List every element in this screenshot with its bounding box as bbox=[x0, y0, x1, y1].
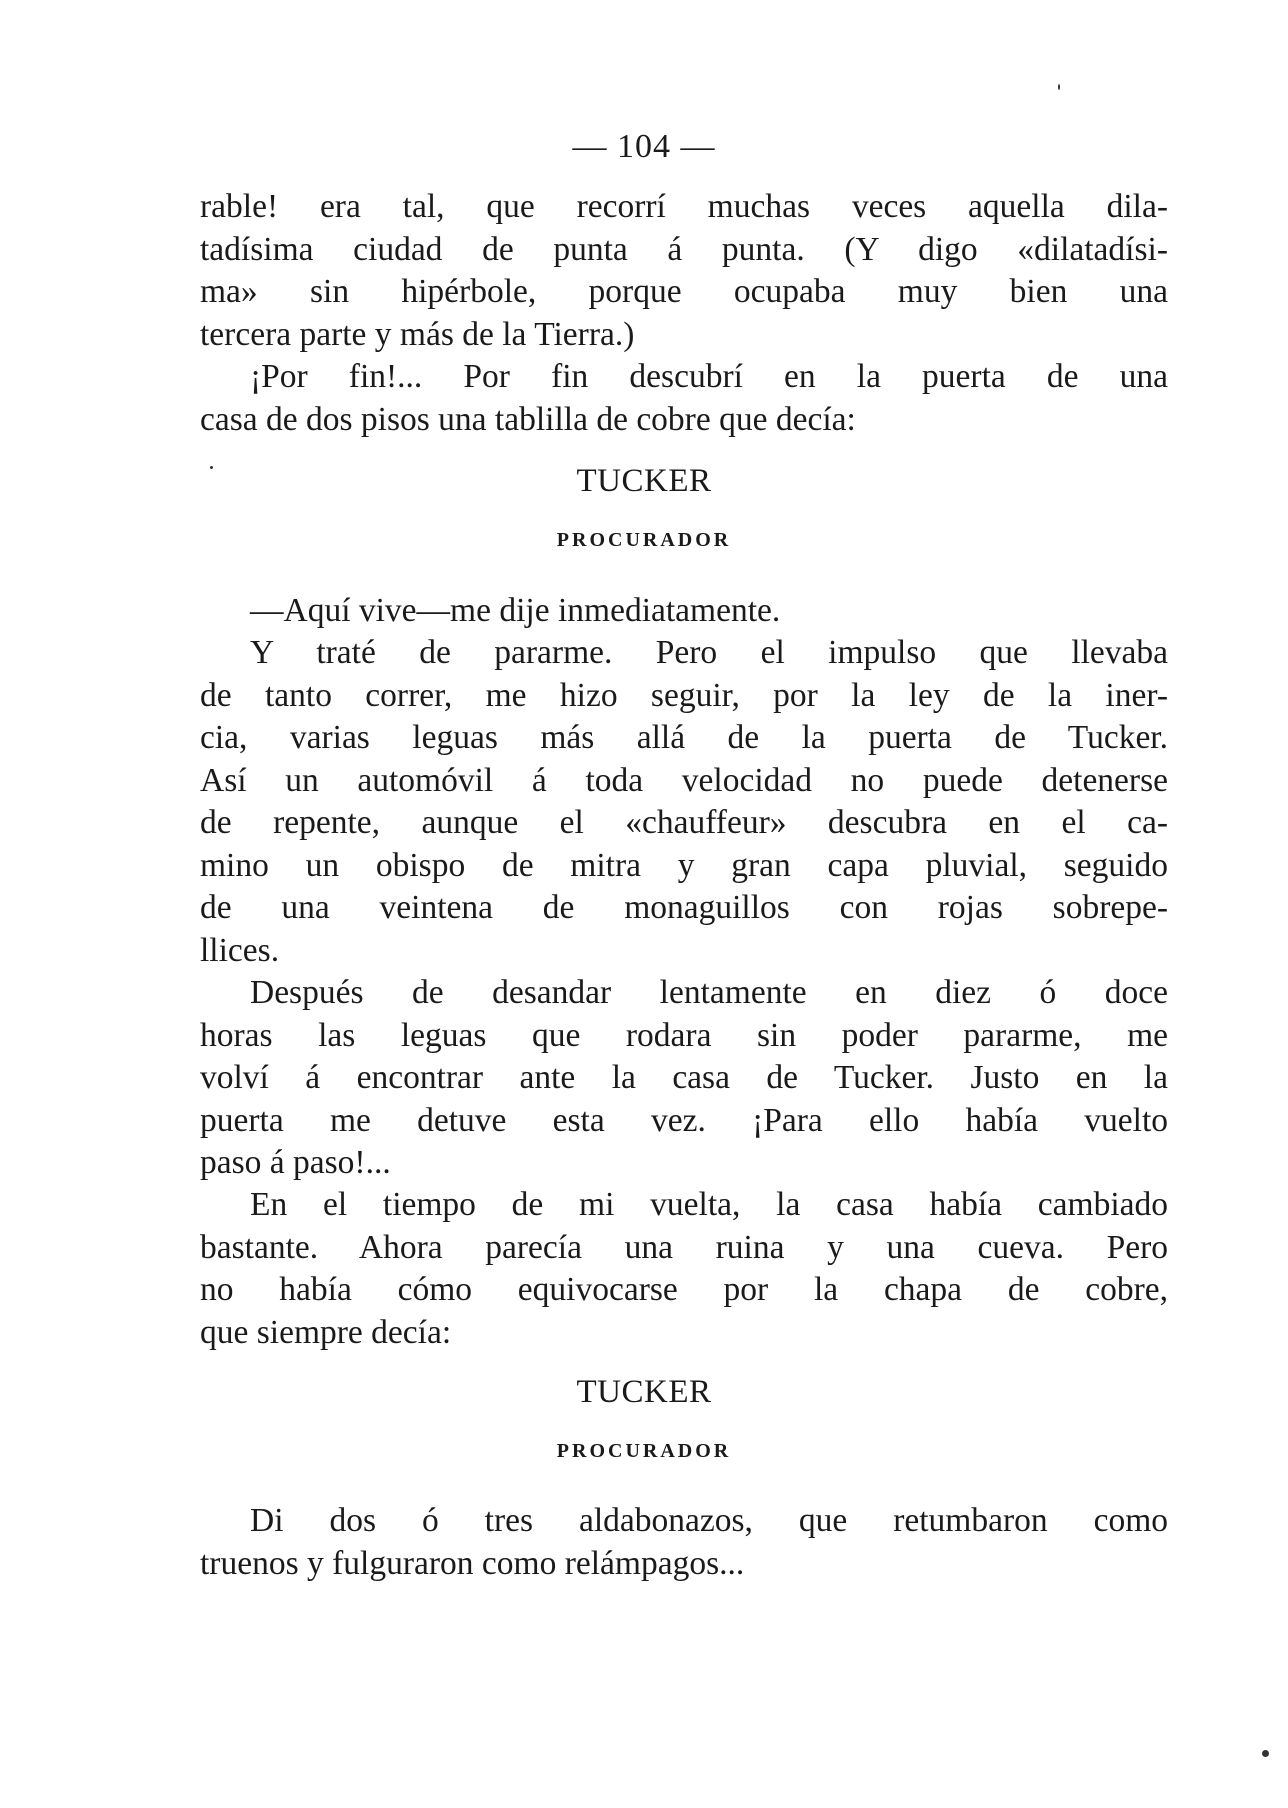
text-line: Así un automóvil á toda velocidad no puede detenerse bbox=[200, 761, 1168, 799]
page-number: — 104 — bbox=[572, 128, 716, 165]
paragraph-trate-de-pararme bbox=[200, 632, 1168, 972]
paragraph-aqui-vive bbox=[200, 590, 1168, 633]
scan-speck bbox=[1262, 1750, 1269, 1757]
text-line: de repente, aunque el «chauffeur» descubra en el ca- bbox=[200, 804, 1168, 841]
text-line: que siempre decía: bbox=[200, 1313, 452, 1351]
paragraph-por-fin bbox=[200, 356, 1168, 441]
text-line: de tanto correr, me hizo seguir, por la ley de la iner- bbox=[200, 676, 1168, 714]
paragraph-despues bbox=[200, 972, 1168, 1185]
text-line: cia, varias leguas más allá de la puerta de Tucker. bbox=[200, 719, 1168, 756]
paragraph-continuation bbox=[200, 186, 1168, 356]
scan-speck bbox=[210, 466, 213, 469]
text-line: bastante. Ahora parecía una ruina y una cueva. Pero bbox=[200, 1228, 1168, 1266]
text-line: En el tiempo de mi vuelta, la casa había cambiado bbox=[250, 1186, 1168, 1223]
text-line: llices. bbox=[200, 931, 280, 969]
text-line: rable! era tal, que recorrí muchas veces aquella dila- bbox=[200, 188, 1168, 225]
text-line: no había cómo equivocarse por la chapa de cobre, bbox=[200, 1271, 1168, 1308]
text-line: Di dos ó tres aldabonazos, que retumbaron como bbox=[250, 1502, 1168, 1539]
text-line: tercera parte y más de la Tierra.) bbox=[200, 315, 635, 353]
text-line: paso á paso!... bbox=[200, 1144, 391, 1181]
text-line: puerta me detuve esta vez. ¡Para ello había vuelto bbox=[200, 1101, 1168, 1139]
text-line: truenos y fulguraron como relámpagos... bbox=[200, 1544, 745, 1582]
text-line: —Aquí vive—me dije inmediatamente. bbox=[250, 592, 781, 629]
sign-name: TUCKER bbox=[576, 463, 712, 499]
text-line: horas las leguas que rodara sin poder pararme, me bbox=[200, 1016, 1168, 1054]
text-line: Después de desandar lentamente en diez ó doce bbox=[250, 974, 1168, 1011]
scan-speck bbox=[1058, 84, 1060, 90]
text-line: ¡Por fin!... Por fin descubrí en la puerta de una bbox=[250, 358, 1168, 395]
sign-name: TUCKER bbox=[576, 1374, 712, 1410]
text-line: Y traté de pararme. Pero el impulso que llevaba bbox=[250, 634, 1168, 671]
text-line: de una veintena de monaguillos con rojas sobrepe- bbox=[200, 889, 1168, 926]
text-line: casa de dos pisos una tablilla de cobre que decía: bbox=[200, 400, 856, 438]
sign-title: PROCURADOR bbox=[556, 529, 732, 551]
sign-title: PROCURADOR bbox=[556, 1440, 732, 1462]
text-line: ma» sin hipérbole, porque ocupaba muy bien una bbox=[200, 273, 1168, 310]
text-line: volví á encontrar ante la casa de Tucker. Justo en la bbox=[200, 1059, 1168, 1096]
text-line: tadísima ciudad de punta á punta. (Y digo «dilatadísi- bbox=[200, 230, 1168, 268]
paragraph-aldabonazos bbox=[200, 1500, 1168, 1585]
paragraph-en-el-tiempo bbox=[200, 1184, 1168, 1354]
text-line: mino un obispo de mitra y gran capa pluvial, seguido bbox=[200, 846, 1168, 884]
